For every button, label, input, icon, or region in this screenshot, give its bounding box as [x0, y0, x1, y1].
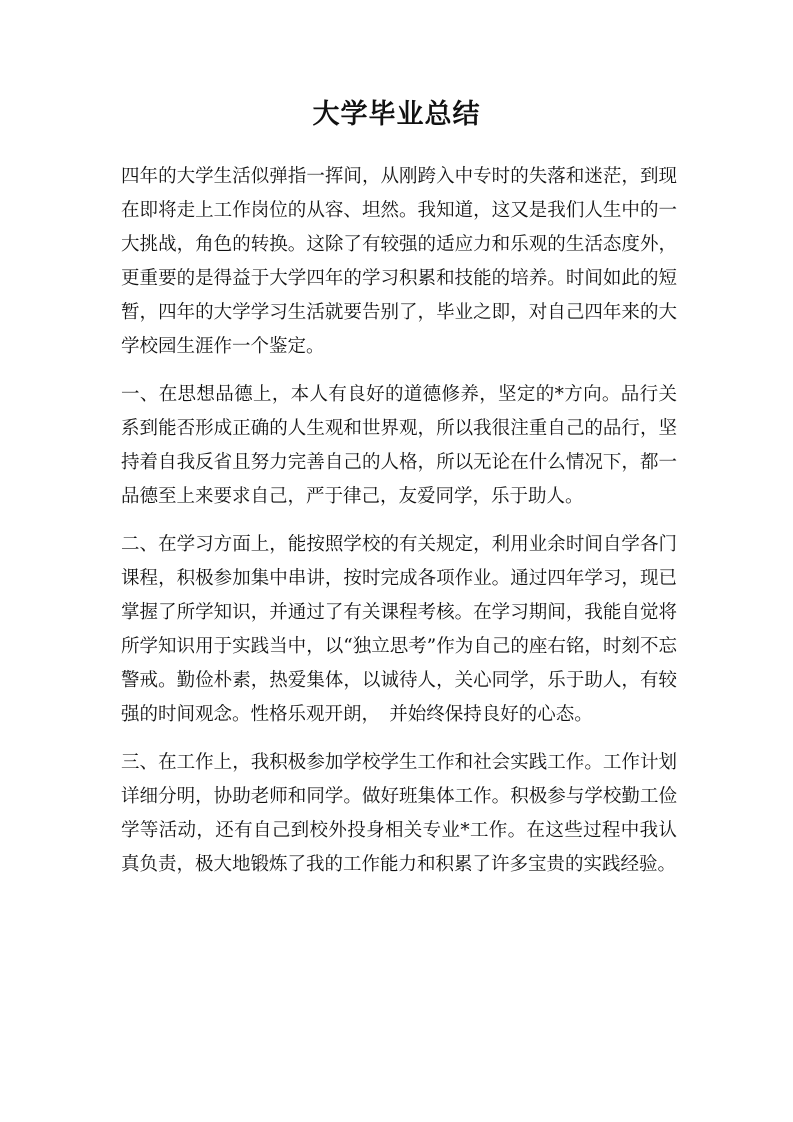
paragraph-study: 二、在学习方面上，能按照学校的有关规定，利用业余时间自学各门课程，积极参加集中串讲，按时完成各项作业。通过四年学习，现已掌握了所学知识，并通过了有关课程考核。在学习期间，我能自觉将所学知识用于实践当中，以“独立思考”作为自己的座右铭，时刻不忘警戒。勤俭朴素，热爱集体，以诚待人，关心同学，乐于助人，有较强的时间观念。性格乐观开朗， 并始终保持良好的心态。	[121, 534, 677, 725]
paragraph-intro: 四年的大学生活似弹指一挥间，从刚跨入中专时的失落和迷茫，到现在即将走上工作岗位的从容、坦然。我知道，这又是我们人生中的一大挑战，角色的转换。这除了有较强的适应力和乐观的生活态度外，更重要的是得益于大学四年的学习积累和技能的培养。时间如此的短暂，四年的大学学习生活就要告别了，毕业之即，对自己四年来的大学校园生涯作一个鉴定。	[121, 166, 677, 357]
document-body	[121, 160, 677, 896]
paragraph-moral-character: 一、在思想品德上，本人有良好的道德修养，坚定的*方向。品行关系到能否形成正确的人生观和世界观，所以我很注重自己的品行，坚持着自我反省且努力完善自己的人格，所以无论在什么情况下，都一品德至上来要求自己，严于律己，友爱同学，乐于助人。	[121, 384, 677, 507]
paragraph-work: 三、在工作上，我积极参加学校学生工作和社会实践工作。工作计划详细分明，协助老师和同学。做好班集体工作。积极参与学校勤工俭学等活动，还有自己到校外投身相关专业*工作。在这些过程中我认真负责，极大地锻炼了我的工作能力和积累了许多宝贵的实践经验。	[121, 752, 677, 875]
document-title: 大学毕业总结	[312, 99, 481, 130]
